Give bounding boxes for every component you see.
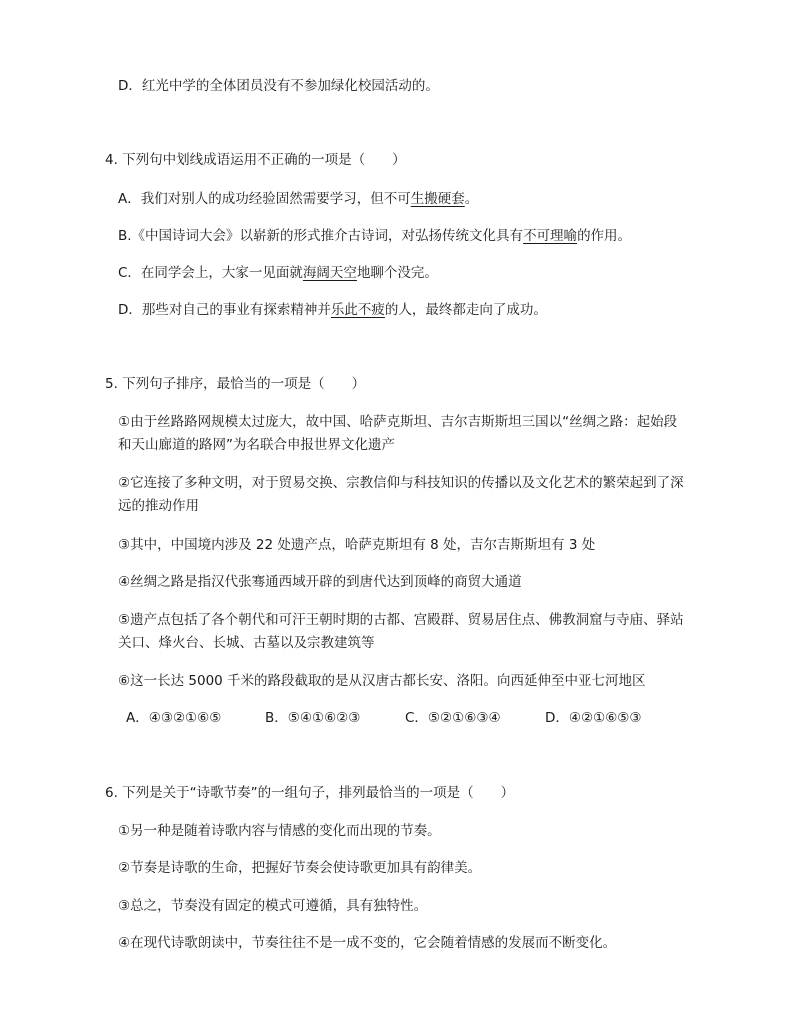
q6-sentence-1: ①另一种是随着诗歌内容与情感的变化而出现的节奏。 [118,823,441,839]
q3-option-d: D．红光中学的全体团员没有不参加绿化校园活动的。 [118,78,439,94]
q5-sentence-3: ③其中，中国境内涉及 22 处遗产点，哈萨克斯坦有 8 处，吉尔吉斯斯坦有 3 处 [118,537,596,553]
q4-option-a [118,189,478,209]
q4-a-pre: A．我们对别人的成功经验固然需要学习，但不可 [118,191,411,207]
q6-stem: 6. 下列是关于“诗歌节奏”的一组句子，排列最恰当的一项是（ ） [105,785,515,801]
q4-b-post: 的作用。 [577,228,632,244]
q4-a-idiom: 生搬硬套 [410,191,465,207]
q6-sentence-4: ④在现代诗歌朗读中，节奏往往不是一成不变的，它会随着情感的发展而不断变化。 [118,935,617,951]
q4-d-pre: D．那些对自己的事业有探索精神并 [118,302,331,318]
q5-sentence-2b: 远的推动作用 [118,498,199,514]
q4-b-pre: B.《中国诗词大会》以崭新的形式推介古诗词，对弘扬传统文化具有 [118,228,524,244]
q4-b-idiom: 不可理喻 [523,228,578,244]
q5-sentence-2a: ②它连接了多种文明，对于贸易交换、宗教信仰与科技知识的传播以及文化艺术的繁荣起到了深 [118,475,684,491]
q5-option-b: B．⑤④①⑥②③ [265,710,361,726]
q4-stem: 4. 下列句中划线成语运用不正确的一项是（ ） [105,152,406,168]
q4-c-pre: C．在同学会上，大家一见面就 [118,265,303,281]
q5-sentence-6: ⑥这一长达 5000 千米的路段截取的是从汉唐古都长安、洛阳。向西延伸至中亚七河地区 [118,673,646,689]
q4-option-c [118,263,438,283]
q4-d-post: 的人，最终都走向了成功。 [384,302,547,318]
q6-sentence-3: ③总之，节奏没有固定的模式可遵循，具有独特性。 [118,898,428,914]
q6-sentence-2: ②节奏是诗歌的生命，把握好节奏会使诗歌更加具有韵律美。 [118,860,482,876]
q5-sentence-5a: ⑤遗产点包括了各个朝代和可汗王朝时期的古都、宫殿群、贸易居住点、佛教洞窟与寺庙、驿站 [118,612,684,628]
q4-d-idiom: 乐此不疲 [330,302,385,318]
q5-option-a: A．④③②①⑥⑤ [126,710,222,726]
q4-a-post: 。 [464,191,479,207]
q5-sentence-4: ④丝绸之路是指汉代张骞通西域开辟的到唐代达到顶峰的商贸大通道 [118,574,522,590]
q4-option-b [118,226,631,246]
q4-option-d [118,300,547,320]
q5-sentence-1b: 和天山廊道的路网”为名联合申报世界文化遗产 [118,437,395,453]
q5-option-d: D．④②①⑥⑤③ [545,710,642,726]
q5-sentence-1a: ①由于丝路路网规模太过庞大，故中国、哈萨克斯坦、吉尔吉斯斯坦三国以“丝绸之路：起始段 [118,414,678,430]
q4-c-post: 地聊个没完。 [356,265,438,281]
q5-sentence-5b: 关口、烽火台、长城、古墓以及宗教建筑等 [118,635,375,651]
q5-stem: 5. 下列句子排序，最恰当的一项是（ ） [105,376,366,392]
q5-option-c: C．⑤②①⑥③④ [405,710,501,726]
q4-c-idiom: 海阔天空 [302,265,357,281]
